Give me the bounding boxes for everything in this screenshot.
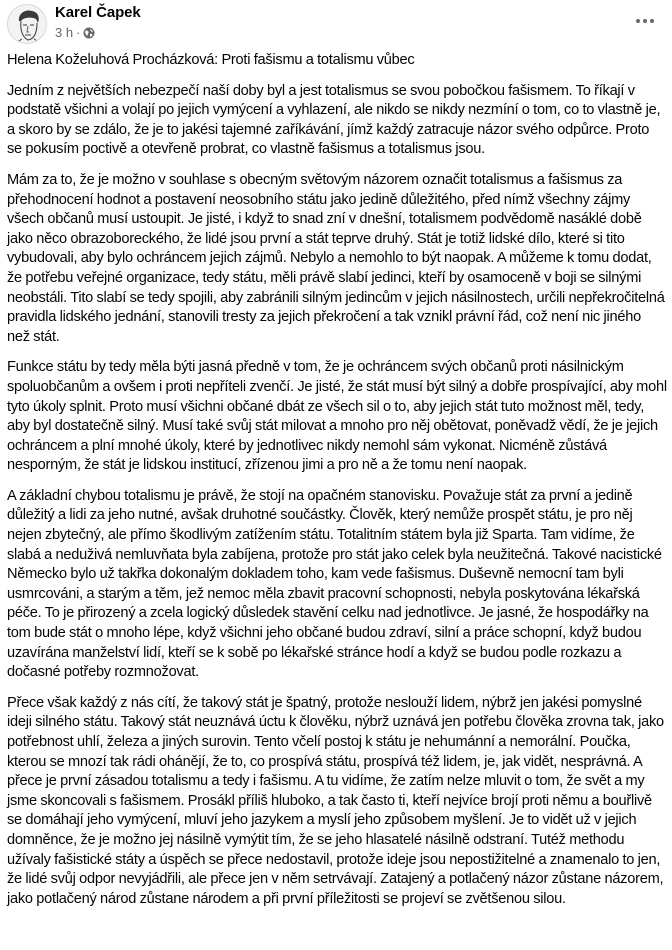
post-header [0, 0, 672, 50]
meta-separator: · [76, 25, 81, 40]
post-body [7, 51, 667, 920]
post-time[interactable]: 3 h [55, 25, 74, 40]
more-options-icon [636, 19, 640, 23]
post-title: Helena Koželuhová Procházková: Proti fašismu a totalismu vůbec [7, 52, 415, 68]
post-paragraph: Mám za to, že je možno v souhlase s obecným světovým názorem označit totalismus a fašismus za přehodnocení hodnot a postavení neosobního státu jako jedině důležitého, před nímž všechny zájmy všech občanů musí ustoupit. Je jisté, i když to snad zní v dnešní, totalismem podvědomě nasáklé době jako něco obrazoboreckého, že lidé jsou první a stát teprve druhý. Stát je totiž lidské dílo, které si tito vybudovali, aby bylo ochráncem jejich zájmů. Nebylo a nemohlo to být naopak. A můžeme k tomu dodat, že potřebu veřejné organizace, tedy státu, měli právě slabí jedinci, kteří by osamoceně v boji se silnými neobstáli. Tito slabí se tedy spojili, aby zabránili silným jedincům v jejich násilnostech, určili nepřekročitelná pravidla lidského jednání, stanovili tresty za jejich překročení a tak vznikl právní řád, což není nic jiného než stát. [7, 171, 665, 345]
post-paragraph: A základní chybou totalismu je právě, že stojí na opačném stanovisku. Považuje stát za první a jedině důležitý a lidi za jeho nutné, avšak druhotné součástky. Člověk, který nemůže prospět státu, je pro něj nejen zbytečný, ale přímo škodlivým zatížením státu. Totalitním státem byla již Sparta. Tam vidíme, že slabá a neduživá nemluvňata byla zabíjena, protože pro stát jako celek byla neužitečná. Takové nacistické Německo bylo už takřka dokonalým dokladem toho, kam vede fašismus. Duševně nemocní tam byli usmrcováni, a starým a těm, jež nemoc měla zbavit pracovní schopnosti, nebyla poskytována lékařská péče. To je přirozený a zcela logický důsledek stavění celku nad jednotlivce. Je jasné, že hospodářky na tom bude stát o mnoho lépe, když všichni jeho občané budou zdraví, silní a práce schopní, když budou uzavírána manželství lidí, kteří se k sobě po lékařské stránce hodí a když se budou podle rozkazu a dočasné potřeby rozmnožovat. [7, 487, 662, 681]
post-paragraph: Přece však každý z nás cítí, že takový stát je špatný, protože neslouží lidem, nýbrž jen jakési pomyslné ideji silného státu. Takový stát neuznává úctu k člověku, nýbrž uznává jen potřebu člověka zrovna tak, jako potřebnost uhlí, železa a jiných surovin. Tento včelí postoj k státu je nehumánní a nemorální. Poučka, kterou se mnozí tak rádi ohánějí, že to, co prospívá státu, prospívá též lidem, je, jak vidět, nesprávná. A přece je první zásadou totalismu a tedy i fašismu. A tu vidíme, že zatím nelze mluvit o tom, že svět a my jsme skoncovali s fašismem. Prosákl příliš hluboko, a tak často ti, kteří nejvíce brojí proti němu a bouřlivě se domáhají jeho vymýcení, mluví jeho jazykem a myslí jeho způsobem myšlení. Je to vidět už v jejich domněnce, že je možno jej násilně vymýtit tím, že se jeho hlasatelé násilně odstraní. Tutéž methodu užívaly fašistické státy a úspěch se přece nedostavil, protože ideje jsou nepostižitelné a znamenalo to jen, že lidé svůj odpor nevyjádřili, ale přece jen v něm setrvávají. Zatajený a potlačený názor zůstane názorem, jako potlačený národ zůstane národem a při první příležitosti se projeví se zvětšenou silou. [7, 694, 664, 907]
more-options-button[interactable] [630, 12, 660, 30]
globe-icon[interactable] [83, 27, 95, 39]
more-options-icon [650, 19, 654, 23]
post-paragraph: Jedním z největších nebezpečí naší doby byl a jest totalismus se svou pobočkou fašismem. To říkají v podstatě všichni a volají po jejich vymýcení a vyhlazení, ale nikdo se nikdy nezmíní o tom, co to vlastně je, a skoro by se zdálo, že je to jakési tajemné zaříkávání, jímž každý zatracuje názor svého odpůrce. Proto se pokusím poctivě a otevřeně probrat, co vlastně fašismus a totalismus jsou. [7, 82, 661, 158]
post-meta [55, 25, 95, 40]
post-paragraph: Funkce státu by tedy měla býti jasná předně v tom, že je ochráncem svých občanů proti násilnickým spoluobčanům a ovšem i proti nepříteli zvenčí. Je jisté, že stát musí být silný a dobře prospívající, aby mohl tyto úkoly splnit. Proto musí všichni občané dbát ze všech sil o to, aby jejich stát tuto možnost měl, tedy, aby byl dostatečně silný. Musí také svůj stát milovat a mnoho pro něj obětovat, poněvadž vědí, že je jejich ochráncem a plní mnohé úkoly, které by jednotlivec nikdy nemohl sám vykonat. Nicméně zůstává nesporným, že stát je lidskou institucí, zřízenou jimi a pro ně a že tomu není naopak. [7, 359, 667, 474]
portrait-sketch-icon [8, 5, 47, 44]
more-options-icon [643, 19, 647, 23]
author-avatar[interactable] [7, 4, 47, 44]
author-name[interactable]: Karel Čapek [55, 4, 141, 21]
